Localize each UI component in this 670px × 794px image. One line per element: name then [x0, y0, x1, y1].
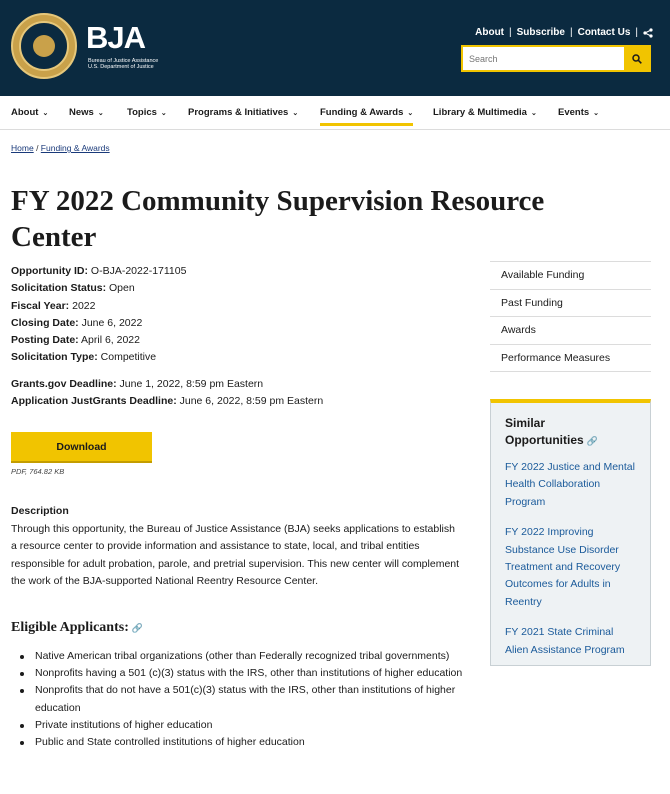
meta-label: Solicitation Type:	[11, 351, 98, 364]
breadcrumb-home[interactable]: Home	[11, 143, 34, 153]
nav-topics[interactable]	[127, 107, 167, 118]
meta-row	[11, 280, 186, 297]
breadcrumb	[11, 143, 110, 153]
meta-value: April 6, 2022	[81, 334, 140, 347]
doj-seal-logo[interactable]	[11, 13, 77, 79]
contact-us-link[interactable]: Contact Us	[577, 27, 631, 38]
link-icon[interactable]: 🔗	[586, 436, 598, 446]
deadline-value: June 6, 2022, 8:59 pm Eastern	[179, 395, 324, 408]
nav-label: Events	[558, 107, 590, 118]
divider: |	[509, 27, 512, 38]
similar-link[interactable]: FY 2021 State Criminal Alien Assistance Program	[505, 626, 625, 656]
sidebar-item-past-funding[interactable]: Past Funding	[490, 290, 651, 318]
site-header	[0, 0, 670, 96]
list-item: Native American tribal organizations (other than Federally recognized tribal governments)	[20, 648, 465, 665]
nav-label: Funding & Awards	[320, 107, 404, 118]
utility-links	[475, 27, 653, 38]
logo-sub-line2: U.S. Department of Justice	[88, 64, 154, 70]
logo-sub-line1: Bureau of Justice Assistance	[88, 58, 159, 64]
divider: |	[569, 27, 573, 38]
nav-news[interactable]	[69, 107, 104, 118]
list-item: Nonprofits that do not have a 501(c)(3) status with the IRS, other than institutions of higher education	[20, 682, 465, 716]
meta-value: 2022	[72, 299, 96, 312]
meta-label: Fiscal Year:	[11, 299, 70, 312]
chevron-down-icon: ⌄	[530, 110, 537, 117]
list-item: Nonprofits having a 501 (c)(3) status with the IRS, other than institutions of higher education	[20, 665, 465, 682]
meta-label: Opportunity ID:	[11, 265, 88, 277]
nav-label: Topics	[127, 107, 157, 118]
heading-text: Eligible Applicants:	[11, 620, 129, 635]
list-item: Public and State controlled institutions of higher education	[20, 734, 465, 751]
meta-label: Closing Date:	[11, 316, 79, 329]
nav-label: Programs & Initiatives	[188, 107, 289, 118]
file-info: PDF, 764.82 KB	[11, 467, 65, 476]
share-icon[interactable]	[643, 28, 653, 38]
chevron-down-icon: ⌄	[593, 110, 600, 117]
download-button[interactable]: Download	[11, 432, 152, 463]
list-item: Private institutions of higher education	[20, 717, 465, 734]
about-link[interactable]: About	[475, 27, 505, 38]
eligible-applicants-list	[20, 648, 465, 751]
meta-value: June 6, 2022	[81, 316, 143, 329]
meta-label: Posting Date:	[11, 334, 79, 347]
opportunity-meta	[11, 263, 186, 367]
eagle-icon	[33, 35, 55, 57]
deadline-label: Application JustGrants Deadline:	[11, 395, 177, 408]
deadlines	[11, 376, 323, 411]
chevron-down-icon: ⌄	[42, 110, 49, 117]
sidebar-item-awards[interactable]: Awards	[490, 317, 651, 345]
sidebar-item-performance-measures[interactable]: Performance Measures	[490, 345, 651, 373]
deadline-row	[11, 393, 323, 410]
chevron-down-icon: ⌄	[160, 110, 167, 117]
nav-label: Library & Multimedia	[433, 107, 527, 118]
subscribe-link[interactable]: Subscribe	[516, 27, 565, 38]
breadcrumb-funding-awards[interactable]: Funding & Awards	[40, 143, 110, 153]
search-input[interactable]	[463, 47, 625, 70]
main-nav	[0, 96, 670, 130]
similar-link[interactable]: FY 2022 Improving Substance Use Disorder Treatment and Recovery Outcomes for Adults in Reentry	[505, 526, 621, 608]
chevron-down-icon: ⌄	[292, 110, 299, 117]
meta-row	[11, 349, 186, 366]
divider: |	[635, 27, 638, 38]
bja-logo[interactable]: BJA	[86, 20, 146, 55]
page-title: FY 2022 Community Supervision Resource Center	[11, 185, 545, 253]
nav-library[interactable]	[433, 107, 537, 118]
eligible-applicants-heading	[11, 620, 143, 636]
meta-label: Solicitation Status:	[11, 282, 107, 295]
description-text: Through this opportunity, the Bureau of Justice Assistance (BJA) seeks applications to establish a resource center to provide information and assistance to state, local, and tribal entities responsible for adult probation, parole, and pretrial supervision. This new center will complement the work of the BJA-supported National Reentry Resource Center.	[11, 523, 460, 588]
nav-label: News	[69, 107, 94, 118]
search-icon	[632, 54, 642, 64]
nav-label: About	[11, 107, 39, 118]
meta-value: Competitive	[100, 351, 157, 364]
breadcrumb-separator: /	[36, 143, 41, 153]
meta-row	[11, 298, 186, 315]
description-label: Description	[11, 505, 69, 517]
meta-row	[11, 315, 186, 332]
meta-value: O-BJA-2022-171105	[90, 265, 187, 277]
nav-about[interactable]	[11, 107, 48, 118]
nav-programs[interactable]	[188, 107, 298, 118]
deadline-label: Grants.gov Deadline:	[11, 378, 117, 390]
meta-row	[11, 263, 186, 280]
chevron-down-icon: ⌄	[407, 110, 414, 117]
sidebar-nav	[490, 261, 651, 372]
sidebar-item-available-funding[interactable]: Available Funding	[490, 262, 651, 290]
similar-opportunities-title	[505, 415, 636, 450]
meta-row	[11, 332, 186, 349]
chevron-down-icon: ⌄	[97, 110, 104, 117]
bja-logo-subtitle	[88, 58, 158, 70]
search-box	[461, 45, 651, 72]
seal-inner	[19, 21, 69, 71]
similar-title-text: Similar Opportunities	[505, 416, 584, 447]
search-button[interactable]	[624, 47, 649, 70]
deadline-value: June 1, 2022, 8:59 pm Eastern	[119, 378, 264, 390]
link-icon[interactable]: 🔗	[131, 623, 144, 633]
similar-link[interactable]: FY 2022 Justice and Mental Health Collaboration Program	[505, 461, 635, 508]
similar-opportunities-box	[490, 399, 651, 666]
deadline-row	[11, 376, 323, 393]
nav-funding-awards[interactable]	[320, 107, 413, 126]
meta-value: Open	[109, 282, 135, 295]
nav-events[interactable]	[558, 107, 599, 118]
